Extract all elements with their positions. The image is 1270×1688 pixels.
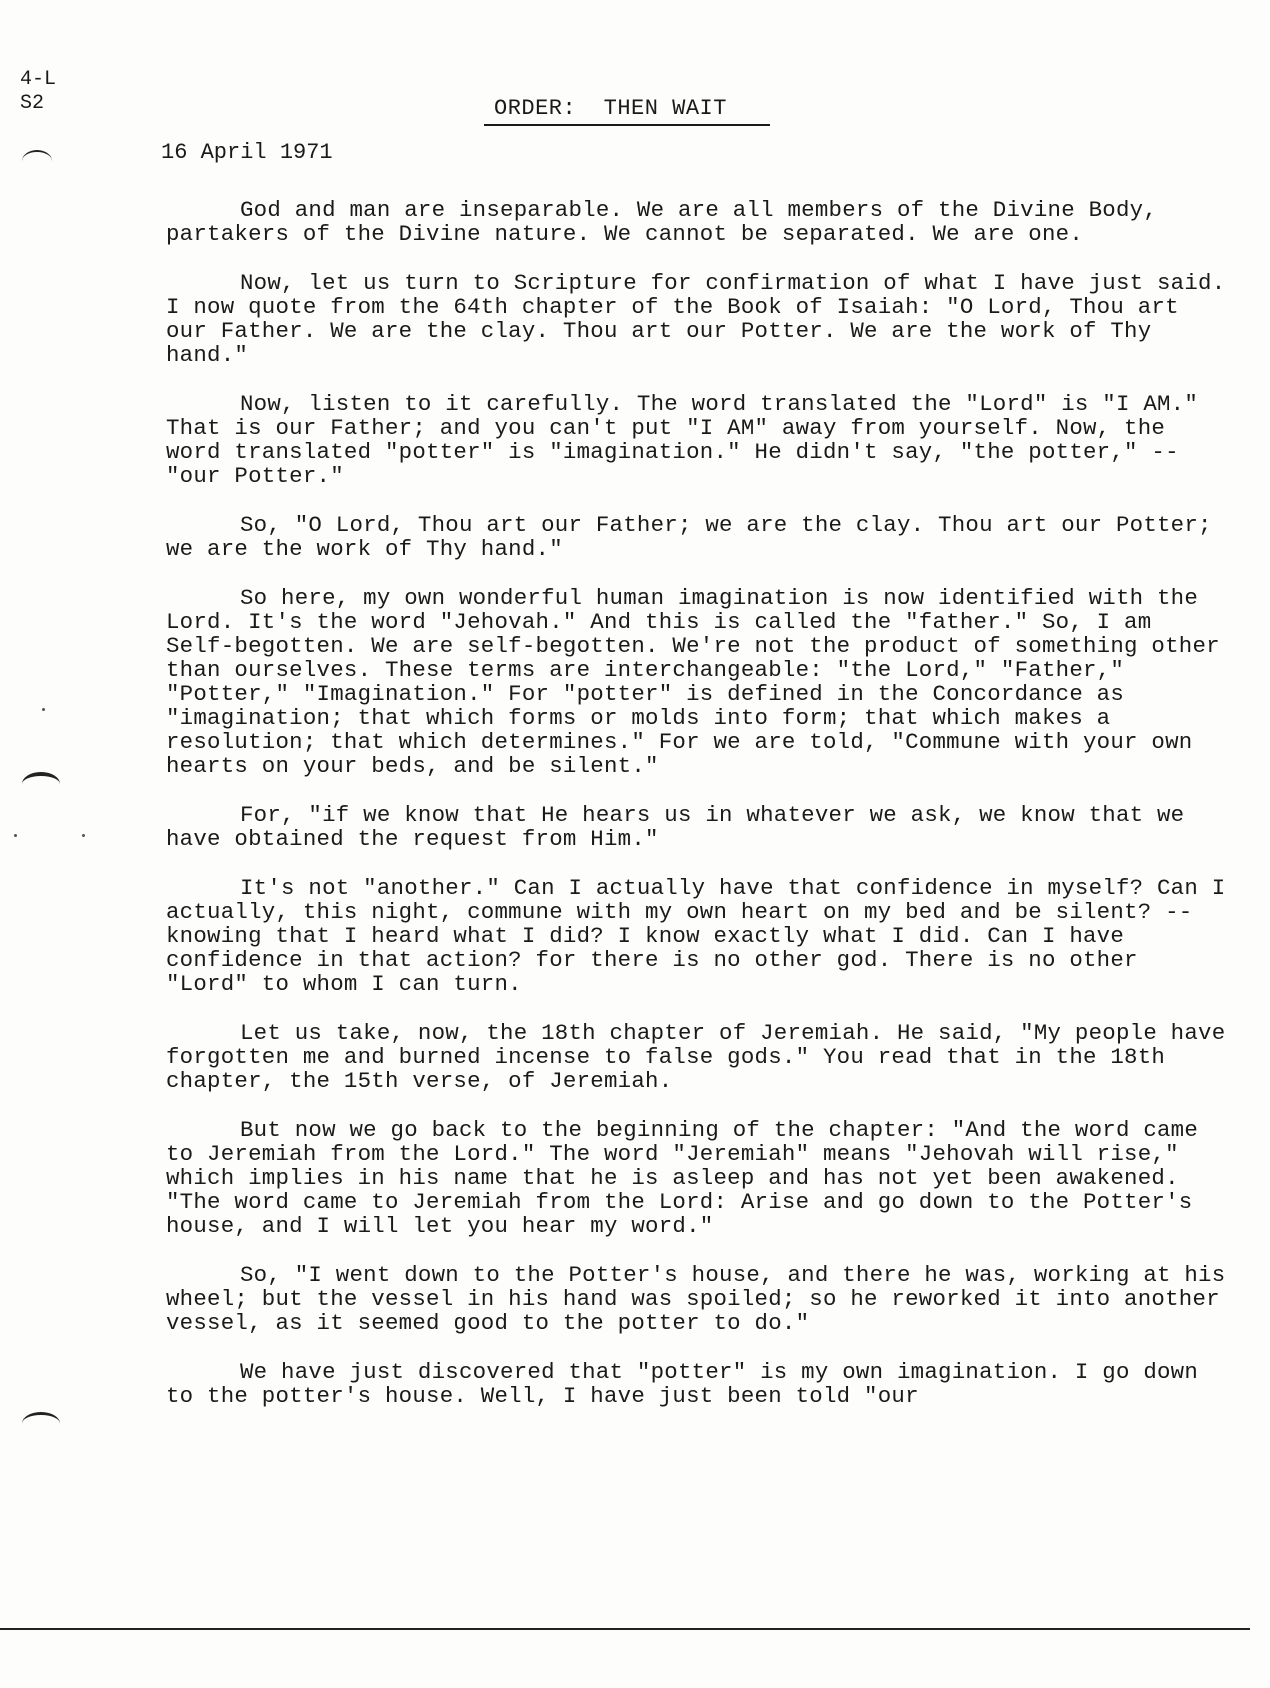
body-text	[166, 198, 1226, 1433]
punch-hole-mark-middle	[22, 772, 60, 796]
paragraph: So here, my own wonderful human imagination is now identified with the Lord. It's the word "Jehovah." And this is called the "father." So, I am Self-begotten. We are self-begotten. We're not the product of something other than ourselves. These terms are interchangeable: "the Lord," "Father," "Potter," "Imagination." For "potter" is defined in the Concordance as "imagination; that which forms or molds into form; that which makes a resolution; that which determines." For we are told, "Commune with your own hearts on your beds, and be silent."	[166, 585, 1220, 779]
document-date: 16 April 1971	[161, 140, 333, 165]
paragraph: God and man are inseparable. We are all members of the Divine Body, partakers of the Divine nature. We cannot be separated. We are one.	[166, 197, 1158, 247]
punch-hole-mark-top	[22, 150, 52, 172]
scan-speck	[82, 834, 85, 837]
punch-hole-mark-bottom	[22, 1412, 60, 1435]
paragraph: Now, listen to it carefully. The word translated the "Lord" is "I AM." That is our Father; and you can't put "I AM" away from yourself. Now, the word translated "potter" is "imagination." He didn't say, "the potter," -- "our Potter."	[166, 391, 1199, 489]
scan-speck	[14, 834, 17, 837]
paragraph: But now we go back to the beginning of the chapter: "And the word came to Jeremiah from the Lord." The word "Jeremiah" means "Jehovah will rise," which implies in his name that he is asleep and has not yet been awakened. "The word came to Jeremiah from the Lord: Arise and go down to the Potter's house, and I will let you hear my word."	[166, 1117, 1199, 1239]
paragraph: So, "I went down to the Potter's house, and there he was, working at his wheel; but the vessel in his hand was spoiled; so he reworked it into another vessel, as it seemed good to the potter to do."	[166, 1262, 1226, 1336]
paragraph: We have just discovered that "potter" is my own imagination. I go down to the potter's house. Well, I have just been told "our	[166, 1359, 1199, 1409]
paragraph: Now, let us turn to Scripture for confirmation of what I have just said. I now quote from the 64th chapter of the Book of Isaiah: "O Lord, Thou art our Father. We are the clay. Thou art our Potter. We are the work of Thy hand."	[166, 270, 1226, 368]
page-title: ORDER: THEN WAIT	[494, 96, 727, 121]
title-underline	[484, 124, 770, 126]
paragraph: It's not "another." Can I actually have that confidence in myself? Can I actually, this night, commune with my own heart on my bed and be silent? -- knowing that I heard what I did? I know exactly what I did. Can I have confidence in that action? for there is no other god. There is no other "Lord" to whom I can turn.	[166, 875, 1226, 997]
page-bottom-rule	[0, 1628, 1250, 1630]
paragraph: So, "O Lord, Thou art our Father; we are the clay. Thou art our Potter; we are the work of Thy hand."	[166, 512, 1212, 562]
paragraph: For, "if we know that He hears us in whatever we ask, we know that we have obtained the request from Him."	[166, 802, 1185, 852]
margin-code: 4-L S2	[20, 68, 57, 115]
scan-speck	[42, 708, 45, 711]
paragraph: Let us take, now, the 18th chapter of Jeremiah. He said, "My people have forgotten me and burned incense to false gods." You read that in the 18th chapter, the 15th verse, of Jeremiah.	[166, 1020, 1226, 1094]
